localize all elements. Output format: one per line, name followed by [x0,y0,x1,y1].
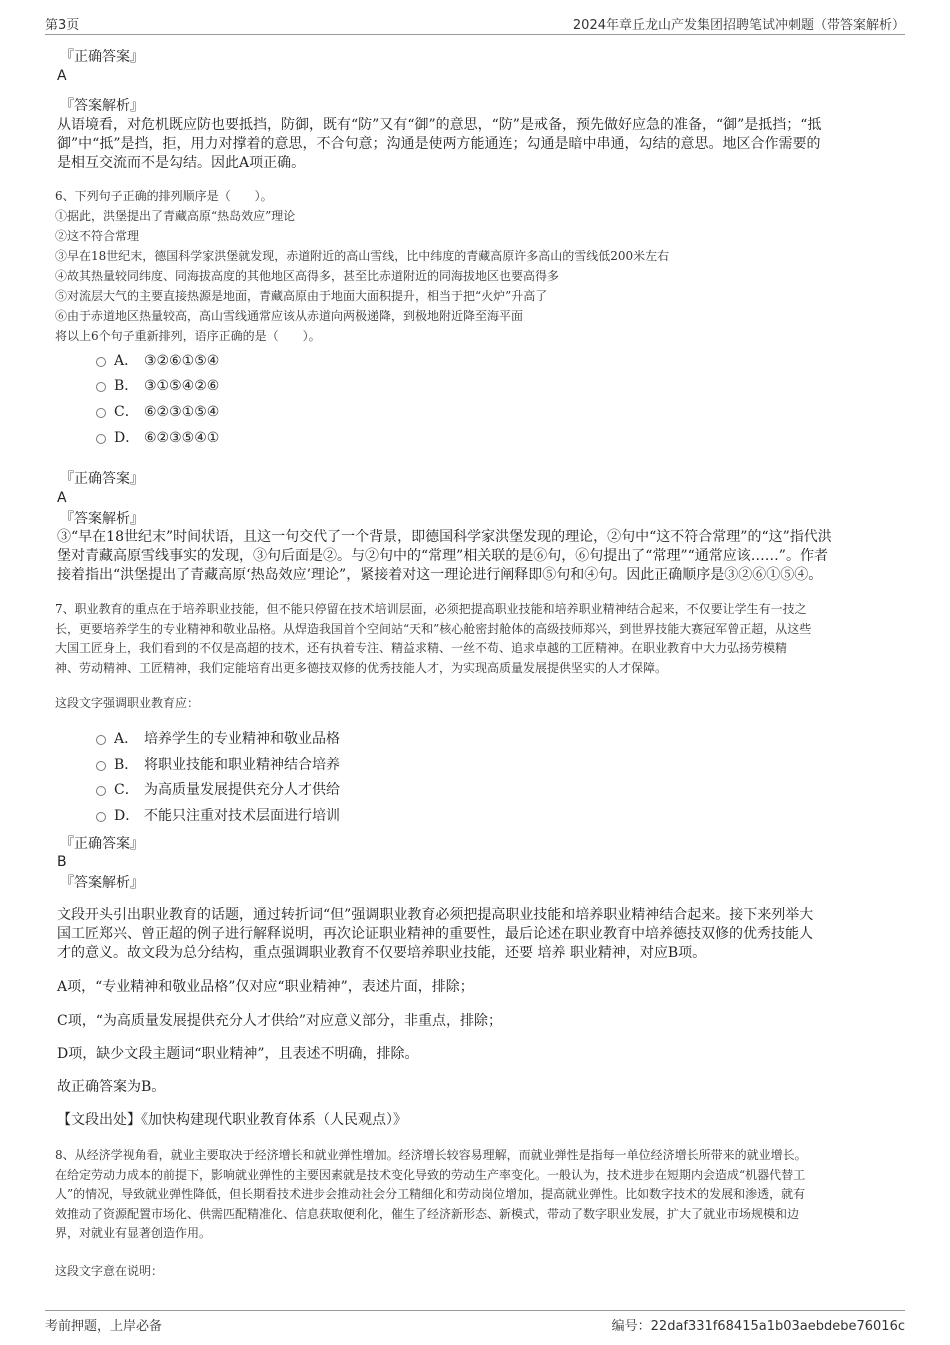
radio-icon[interactable] [96,812,106,822]
q7-note-a: A项，“专业精神和敬业品格”仅对应“职业精神”，表述片面，排除； [57,979,474,995]
q5-answer: A [57,68,67,84]
q7-option-b[interactable] [96,756,340,774]
question-line: 6、下列句子正确的排列顺序是（ ）。 [55,189,273,203]
q6-answer: A [57,490,67,506]
analysis-line: 从语境看，对危机既应防也要抵挡，防御，既有“防”又有“御”的意思，“防”是戒备，预先做好应急的准备，“御”是抵挡；“抵 [57,117,822,133]
q7-option-d[interactable] [96,807,340,825]
question-line: 人”的情况，导致就业弹性降低，但长期看技术进步会推动社会分工精细化和劳动岗位增加，提高就业弹性。比如数字技术的发展和渗透，就有 [55,1187,806,1201]
option-label: C． [114,782,139,798]
q6-analysis-label: 『答案解析』 [60,511,144,527]
option-text: ⑥②③①⑤④ [144,404,220,420]
q7-source: 【文段出处】《加快构建现代职业教育体系（人民观点）》 [57,1112,407,1128]
option-text: ③②⑥①⑤④ [144,353,220,369]
q5-analysis-label: 『答案解析』 [60,98,144,114]
option-label: C． [114,404,139,420]
analysis-line: ③“早在18世纪末”时间状语，且这一句交代了一个背景，即德国科学家洪堡发现的理论，②句中“这不符合常理”的“这”指代洪 [57,529,832,545]
question-line: 在给定劳动力成本的前提下，影响就业弹性的主要因素就是技术变化导致的劳动生产率变化。一般认为，技术进步在短期内会造成“机器代替工 [55,1167,806,1182]
radio-icon[interactable] [96,382,106,392]
option-text: ⑥②③⑤④① [144,430,220,446]
radio-icon[interactable] [96,735,106,745]
radio-icon[interactable] [96,761,106,771]
q7-option-a[interactable] [96,730,340,748]
question-line: ③早在18世纪末，德国科学家洪堡就发现，赤道附近的高山雪线，比中纬度的青藏高原许多高山的雪线低200米左右 [55,249,670,263]
document-code: 编号：22daf331f68415a1b03aebdebe76016c [611,1319,905,1334]
q7-stem: 这段文字强调职业教育应： [55,696,200,710]
question-line: ⑥由于赤道地区热量较高，高山雪线通常应该从赤道向两极递降，到极地附近降至海平面 [55,309,524,323]
radio-icon[interactable] [96,408,106,418]
q6-option-c[interactable] [96,403,219,421]
q7-analysis-label: 『答案解析』 [60,875,144,891]
radio-icon[interactable] [96,434,106,444]
option-label: D． [114,808,140,824]
question-line: ④故其热量较同纬度、同海拔高度的其他地区高得多，甚至比赤道附近的同海拔地区也要高得多 [55,269,560,283]
analysis-line: 堡对青藏高原雪线事实的发现，③句后面是②。与②句中的“常理”相关联的是⑥句，⑥句提出了“常理”“通常应该……”。作者 [57,548,828,564]
page-number: 第3页 [45,18,80,33]
option-label: D． [114,430,140,446]
question-line: 7、职业教育的重点在于培养职业技能，但不能只停留在技术培训层面，必须把提高职业技能和培养职业精神结合起来，不仅要让学生有一技之 [55,602,807,616]
question-line: 长，更要培养学生的专业精神和敬业品格。从焊造我国首个空间站“天和”核心舱密封舱体的高级技师郑兴，到世界技能大赛冠军曾正超，从这些 [55,621,812,636]
radio-icon[interactable] [96,786,106,796]
q6-answer-label: 『正确答案』 [60,471,144,487]
question-line: 将以上6个句子重新排列，语序正确的是（ ）。 [55,329,321,343]
question-line: ⑤对流层大气的主要直接热源是地面，青藏高原由于地面大面积提升，相当于把“火炉”升高了 [55,289,548,303]
analysis-line: 接着指出“洪堡提出了青藏高原‘热岛效应’理论”，紧接着对这一理论进行阐释即⑤句和④句。因此正确顺序是③②⑥①⑤④。 [57,567,823,583]
option-label: A． [114,731,139,747]
question-line: 神、劳动精神、工匠精神，我们定能培育出更多德技双修的优秀技能人才，为实现高质量发展提供坚实的人才保障。 [55,660,668,675]
q5-analysis [57,116,897,173]
q7-conclusion: 故正确答案为B。 [57,1079,166,1095]
question-line: 大国工匠身上，我们看到的不仅是高超的技术，还有执着专注、精益求精、一丝不苟、追求卓越的工匠精神。在职业教育中大力弘扬劳模精 [55,641,788,655]
q7-option-c[interactable] [96,781,340,799]
document-title: 2024年章丘龙山产发集团招聘笔试冲刺题（带答案解析） [572,18,905,33]
q7-answer-label: 『正确答案』 [60,836,144,852]
page-footer [45,1310,905,1335]
q8-question [55,1146,915,1244]
question-line: 8、从经济学视角看，就业主要取决于经济增长和就业弹性增加。经济增长较容易理解，而就业弹性是指每一单位经济增长所带来的就业增长。 [55,1148,807,1162]
option-label: B． [114,378,139,394]
option-text: 为高质量发展提供充分人才供给 [144,782,340,798]
option-text: 将职业技能和职业精神结合培养 [144,757,340,773]
q6-option-b[interactable] [96,377,219,395]
page-header [45,12,905,35]
q8-stem: 这段文字意在说明： [55,1264,164,1278]
q7-question [55,600,915,678]
q6-option-a[interactable] [96,352,219,370]
q7-note-d: D项，缺少文段主题词“职业精神”，且表述不明确，排除。 [57,1046,419,1062]
analysis-line: 才的意义。故文段为总分结构，重点强调职业教育不仅要培养职业技能，还要 培养 职业精神，对应B项。 [57,945,707,961]
analysis-line: 国工匠郑兴、曾正超的例子进行解释说明，再次论证职业精神的重要性，最后论述在职业教育中培养德技双修的优秀技能人 [57,926,813,942]
analysis-line: 是相互交流而不是勾结。因此A项正确。 [57,155,306,171]
option-label: B． [114,757,139,773]
q6-question [55,186,915,346]
footer-slogan: 考前押题，上岸必备 [45,1319,163,1334]
question-line: ②这不符合常理 [55,229,140,243]
q7-analysis [57,906,897,963]
question-line: 界，对就业有显著创造作用。 [55,1226,212,1240]
radio-icon[interactable] [96,357,106,367]
option-label: A． [114,353,139,369]
option-text: 不能只注重对技术层面进行培训 [144,808,340,824]
analysis-line: 文段开头引出职业教育的话题，通过转折词“但”强调职业教育必须把提高职业技能和培养职业精神结合起来。接下来列举大 [57,907,814,923]
option-text: ③①⑤④②⑥ [144,378,220,394]
q7-answer: B [57,854,67,870]
q6-analysis [57,528,897,585]
analysis-line: 御”中“抵”是挡，拒，用力对撑着的意思，不合句意；沟通是使两方能通连；勾通是暗中串通，勾结的意思。地区合作需要的 [57,136,821,152]
question-line: 效推动了资源配置市场化、供需匹配精准化、信息获取便利化，催生了经济新形态、新模式，带动了数字职业发展，扩大了就业市场规模和边 [55,1206,800,1221]
q5-answer-label: 『正确答案』 [60,49,144,65]
q6-option-d[interactable] [96,429,219,447]
question-line: ①据此，洪堡提出了青藏高原“热岛效应”理论 [55,209,296,223]
option-text: 培养学生的专业精神和敬业品格 [144,731,340,747]
q7-note-c: C项，“为高质量发展提供充分人才供给”对应意义部分，非重点，排除； [57,1013,503,1029]
